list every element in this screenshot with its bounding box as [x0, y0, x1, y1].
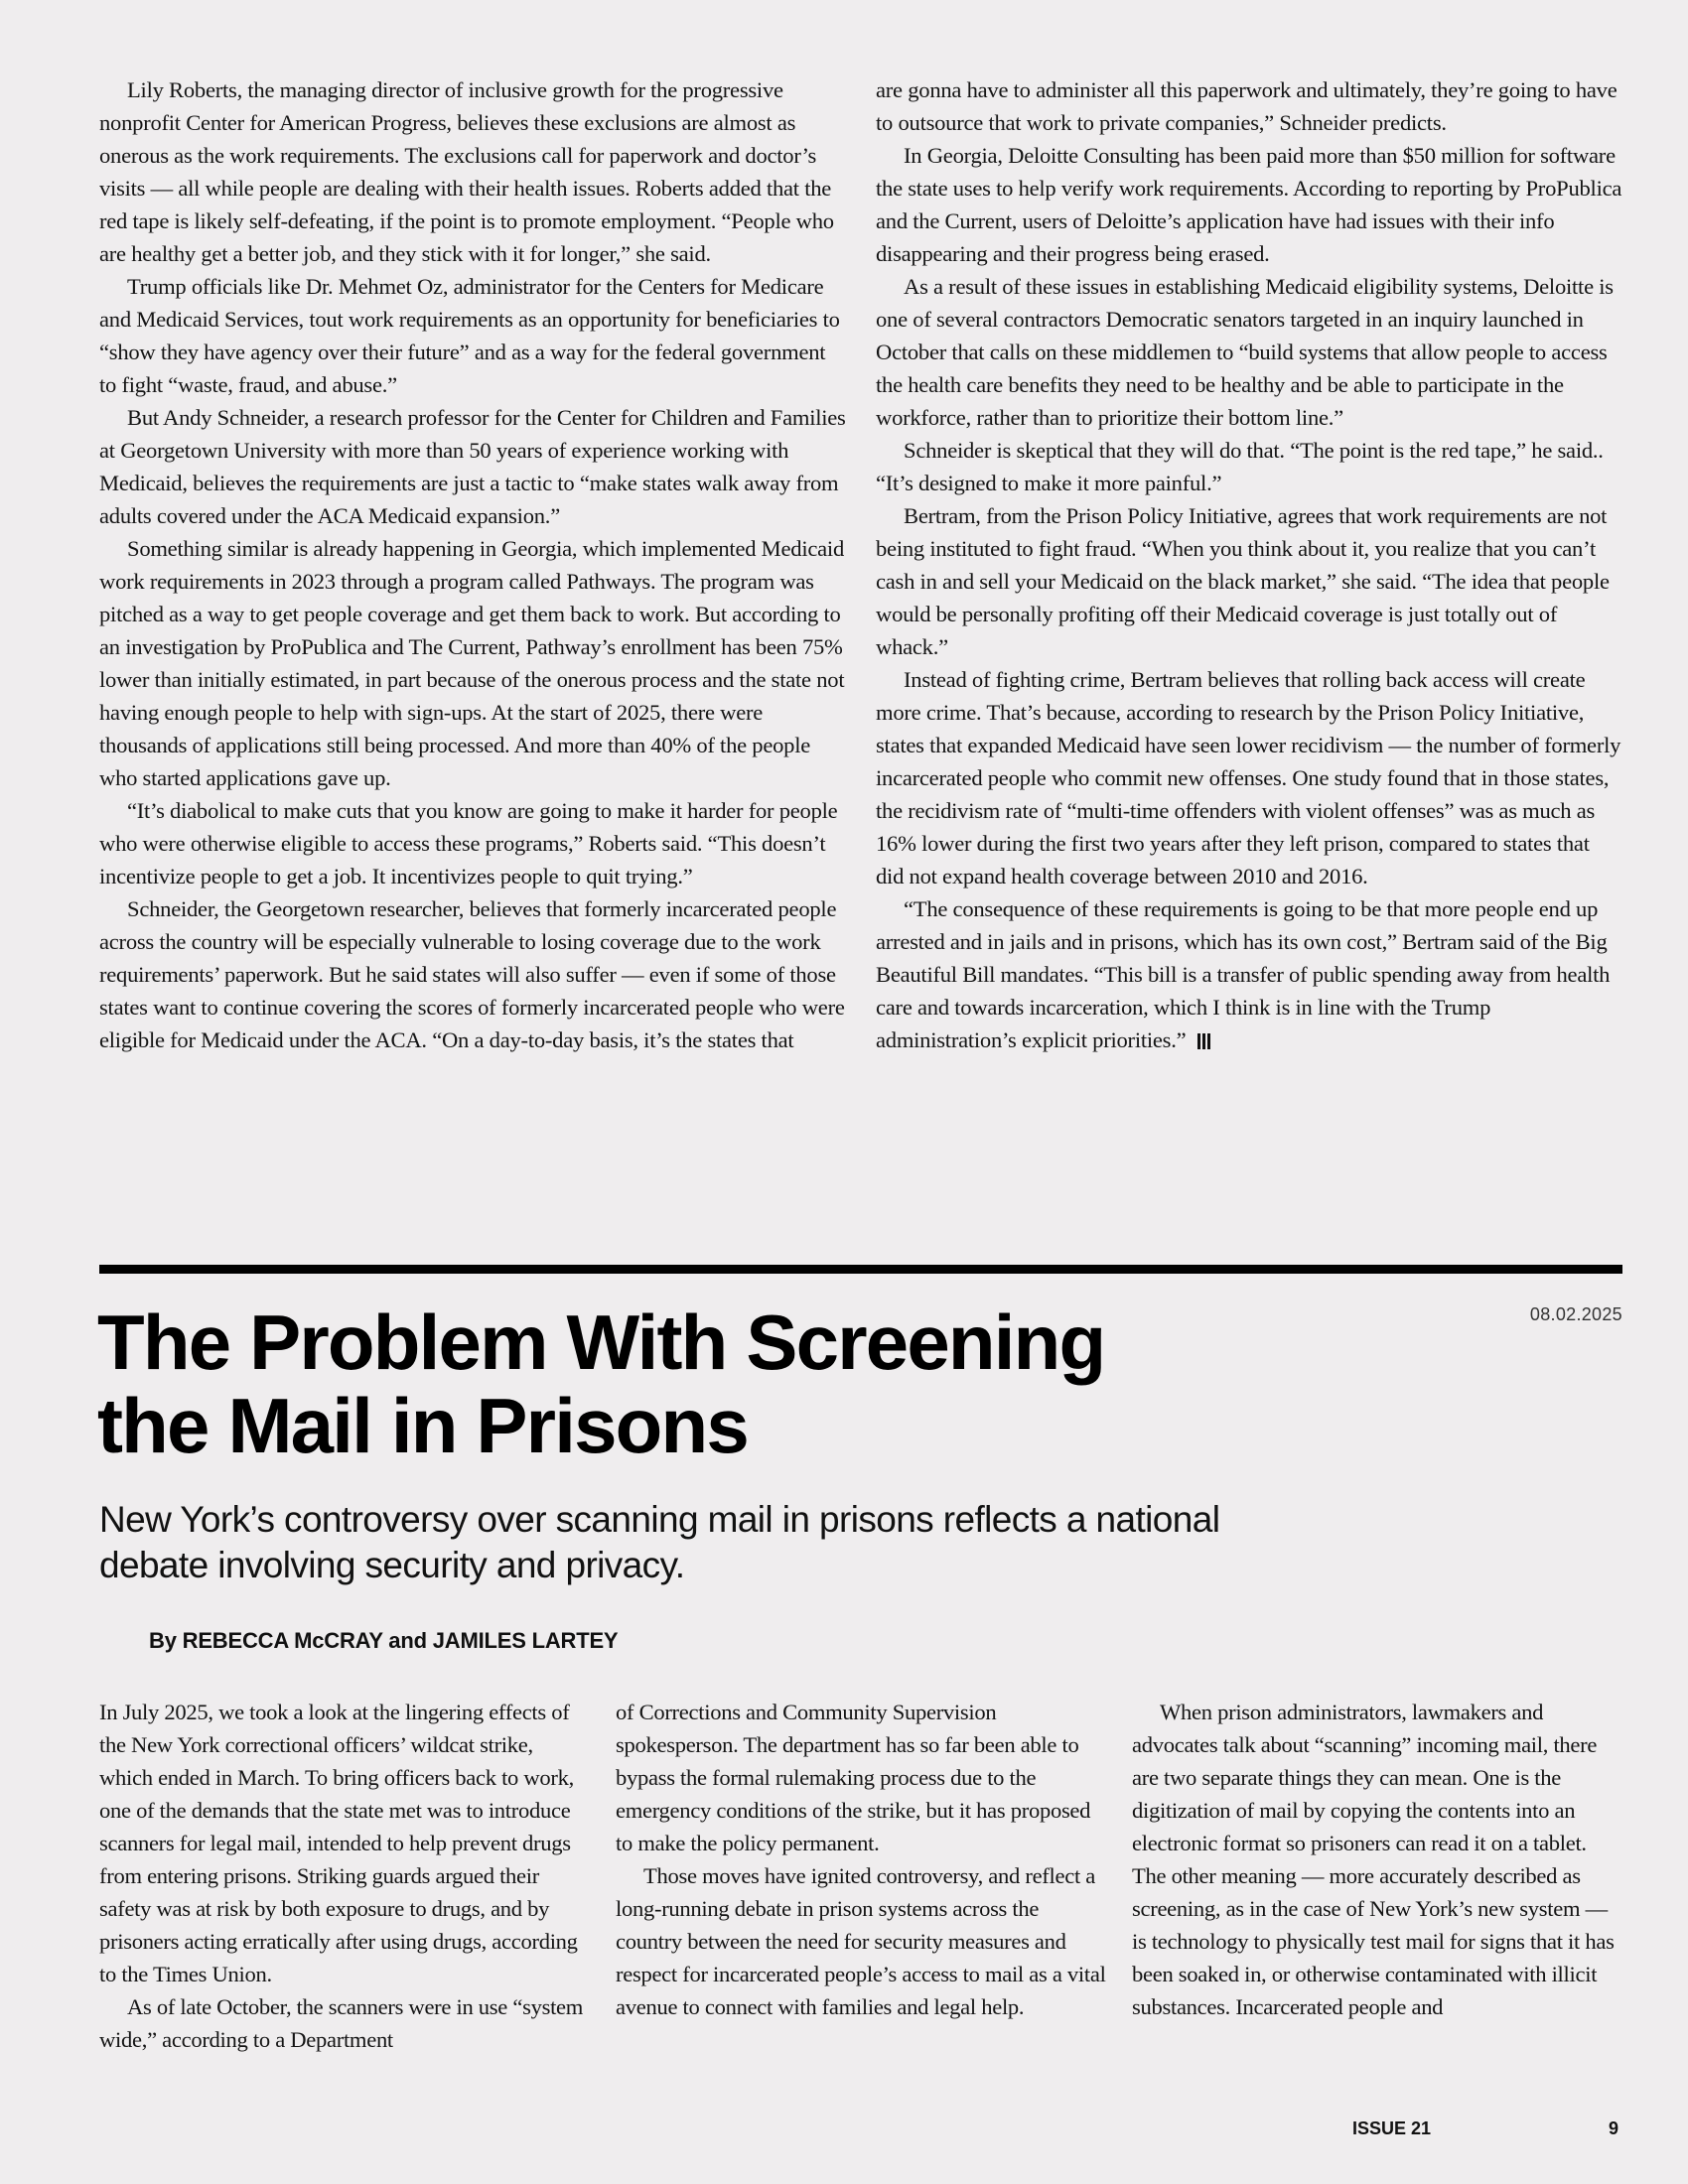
paragraph: Instead of fighting crime, Bertram believes that rolling back access will create more crime. That’s because, according to research by the Prison Policy Initiative, states that expanded Medicaid have seen lower recidivism — the number of formerly incarcerated people who commit new offenses. One study found that in those states, the recidivism rate of “multi-time offenders with violent offenses” was as much as 16% lower during the first two years after they left prison, compared to states that did not expand health coverage between 2010 and 2016.: [876, 667, 1621, 888]
continued-article-right-column: [876, 73, 1622, 1056]
paragraph: As a result of these issues in establishing Medicaid eligibility systems, Deloitte is one of several contractors Democratic senators targeted in an inquiry launched in October that calls on these middlemen to “build systems that allow people to access the health care benefits they need to be healthy and be able to participate in the workforce, rather than to prioritize their bottom line.”: [876, 274, 1614, 430]
article-dek: New York’s controversy over scanning mail in prisons reflects a national debate involving security and privacy.: [99, 1499, 1220, 1585]
paragraph: As of late October, the scanners were in use “system wide,” according to a Department: [99, 1994, 584, 2052]
footer-issue-label: ISSUE 21: [1352, 2118, 1432, 2138]
paragraph: are gonna have to administer all this paperwork and ultimately, they’re going to have to outsource that work to private companies,” Schneider predicts.: [876, 77, 1618, 135]
paragraph: Lily Roberts, the managing director of inclusive growth for the progressive nonprofit Center for American Progress, believes these exclusions are almost as onerous as the work requirements. The exclusions call for paperwork and doctor’s visits — all while people are dealing with their health issues. Roberts added that the red tape is likely self-defeating, if the point is to promote employment. “People who are healthy get a better job, and they stick with it for longer,” she said.: [99, 77, 834, 266]
paragraph: In July 2025, we took a look at the lingering effects of the New York correctional officers’ wildcat strike, which ended in March. To bring officers back to work, one of the demands that the state met was to introduce scanners for legal mail, intended to help prevent drugs from entering prisons. Striking guards argued their safety was at risk by both exposure to drugs, and by prisoners acting erratically after using drugs, according to the Times Union.: [99, 1700, 578, 1986]
paragraph: But Andy Schneider, a research professor for the Center for Children and Families at Georgetown University with more than 50 years of experience working with Medicaid, believes the requirements are just a tactic to “make states walk away from adults covered under the ACA Medicaid expansion.”: [99, 405, 846, 528]
body-column-2: [616, 1696, 1106, 2056]
paragraph-text: “The consequence of these requirements is going to be that more people end up arrested and in jails and in prisons, which has its own cost,” Bertram said of the Big Beautiful Bill mandates. “This bill is a transfer of public spending away from health care and towards incarceration, which I think is in line with the Trump administration’s explicit priorities.”: [876, 896, 1611, 1052]
footer-page-number: 9: [1609, 2118, 1619, 2138]
article-byline: By REBECCA McCRAY and JAMILES LARTEY: [149, 1628, 619, 1653]
article-date: 08.02.2025: [1529, 1304, 1622, 1324]
paragraph: When prison administrators, lawmakers and advocates talk about “scanning” incoming mail, there are two separate things they can mean. One is the digitization of mail by copying the contents into an electronic format so prisoners can read it on a tablet. The other meaning — more accurately described as screening, as in the case of New York’s new system — is technology to physically test mail for signs that it has been soaked in, or otherwise contaminated with illicit substances. Incarcerated people and: [1132, 1700, 1615, 2019]
paragraph: In Georgia, Deloitte Consulting has been paid more than $50 million for software the state uses to help verify work requirements. According to reporting by ProPublica and the Current, users of Deloitte’s application have had issues with their info disappearing and their progress being erased.: [876, 143, 1622, 266]
new-article-body: [99, 1696, 1622, 2056]
paragraph: Those moves have ignited controversy, and reflect a long-running debate in prison systems across the country between the need for security measures and respect for incarcerated people’s access to mail as a vital avenue to connect with families and legal help.: [616, 1863, 1106, 2019]
section-divider: [99, 1265, 1622, 1274]
paragraph: Something similar is already happening in Georgia, which implemented Medicaid work requirements in 2023 through a program called Pathways. The program was pitched as a way to get people coverage and get them back to work. But according to an investigation by ProPublica and The Current, Pathway’s enrollment has been 75% lower than initially estimated, in part because of the onerous process and the state not having enough people to help with sign-ups. At the start of 2025, there were thousands of applications still being processed. And more than 40% of the people who started applications gave up.: [99, 536, 845, 790]
paragraph: Bertram, from the Prison Policy Initiative, agrees that work requirements are not being instituted to fight fraud. “When you think about it, you realize that you can’t cash in and sell your Medicaid on the black market,” she said. “The idea that people would be personally profiting off their Medicaid coverage is just totally out of whack.”: [876, 503, 1610, 659]
continued-article: [99, 73, 1622, 1056]
body-column-1: [99, 1696, 590, 2056]
end-of-article-mark-icon: [1197, 1033, 1210, 1049]
continued-article-left-column: [99, 73, 846, 1056]
last-paragraph: [876, 892, 1622, 1056]
body-column-3: [1132, 1696, 1622, 2056]
paragraph: Schneider, the Georgetown researcher, believes that formerly incarcerated people across the country will be especially vulnerable to losing coverage due to the work requirements’ paperwork. But he said states will also suffer — even if some of those states want to continue covering the scores of formerly incarcerated people who were eligible for Medicaid under the ACA. “On a day-to-day basis, it’s the states that: [99, 896, 845, 1052]
paragraph: Schneider is skeptical that they will do that. “The point is the red tape,” he said.. “It’s designed to make it more painful.”: [876, 438, 1604, 495]
paragraph: “It’s diabolical to make cuts that you know are going to make it harder for people who were otherwise eligible to access these programs,” Roberts said. “This doesn’t incentivize people to get a job. It incentivizes people to quit trying.”: [99, 798, 838, 888]
article-headline: The Problem With Screening the Mail in Prisons: [97, 1298, 1105, 1469]
paragraph: of Corrections and Community Supervision spokesperson. The department has so far been able to bypass the formal rulemaking process due to the emergency conditions of the strike, but it has proposed to make the policy permanent.: [616, 1700, 1091, 1855]
paragraph: Trump officials like Dr. Mehmet Oz, administrator for the Centers for Medicare and Medicaid Services, tout work requirements as an opportunity for beneficiaries to “show they have agency over their future” and as a way for the federal government to fight “waste, fraud, and abuse.”: [99, 274, 840, 397]
